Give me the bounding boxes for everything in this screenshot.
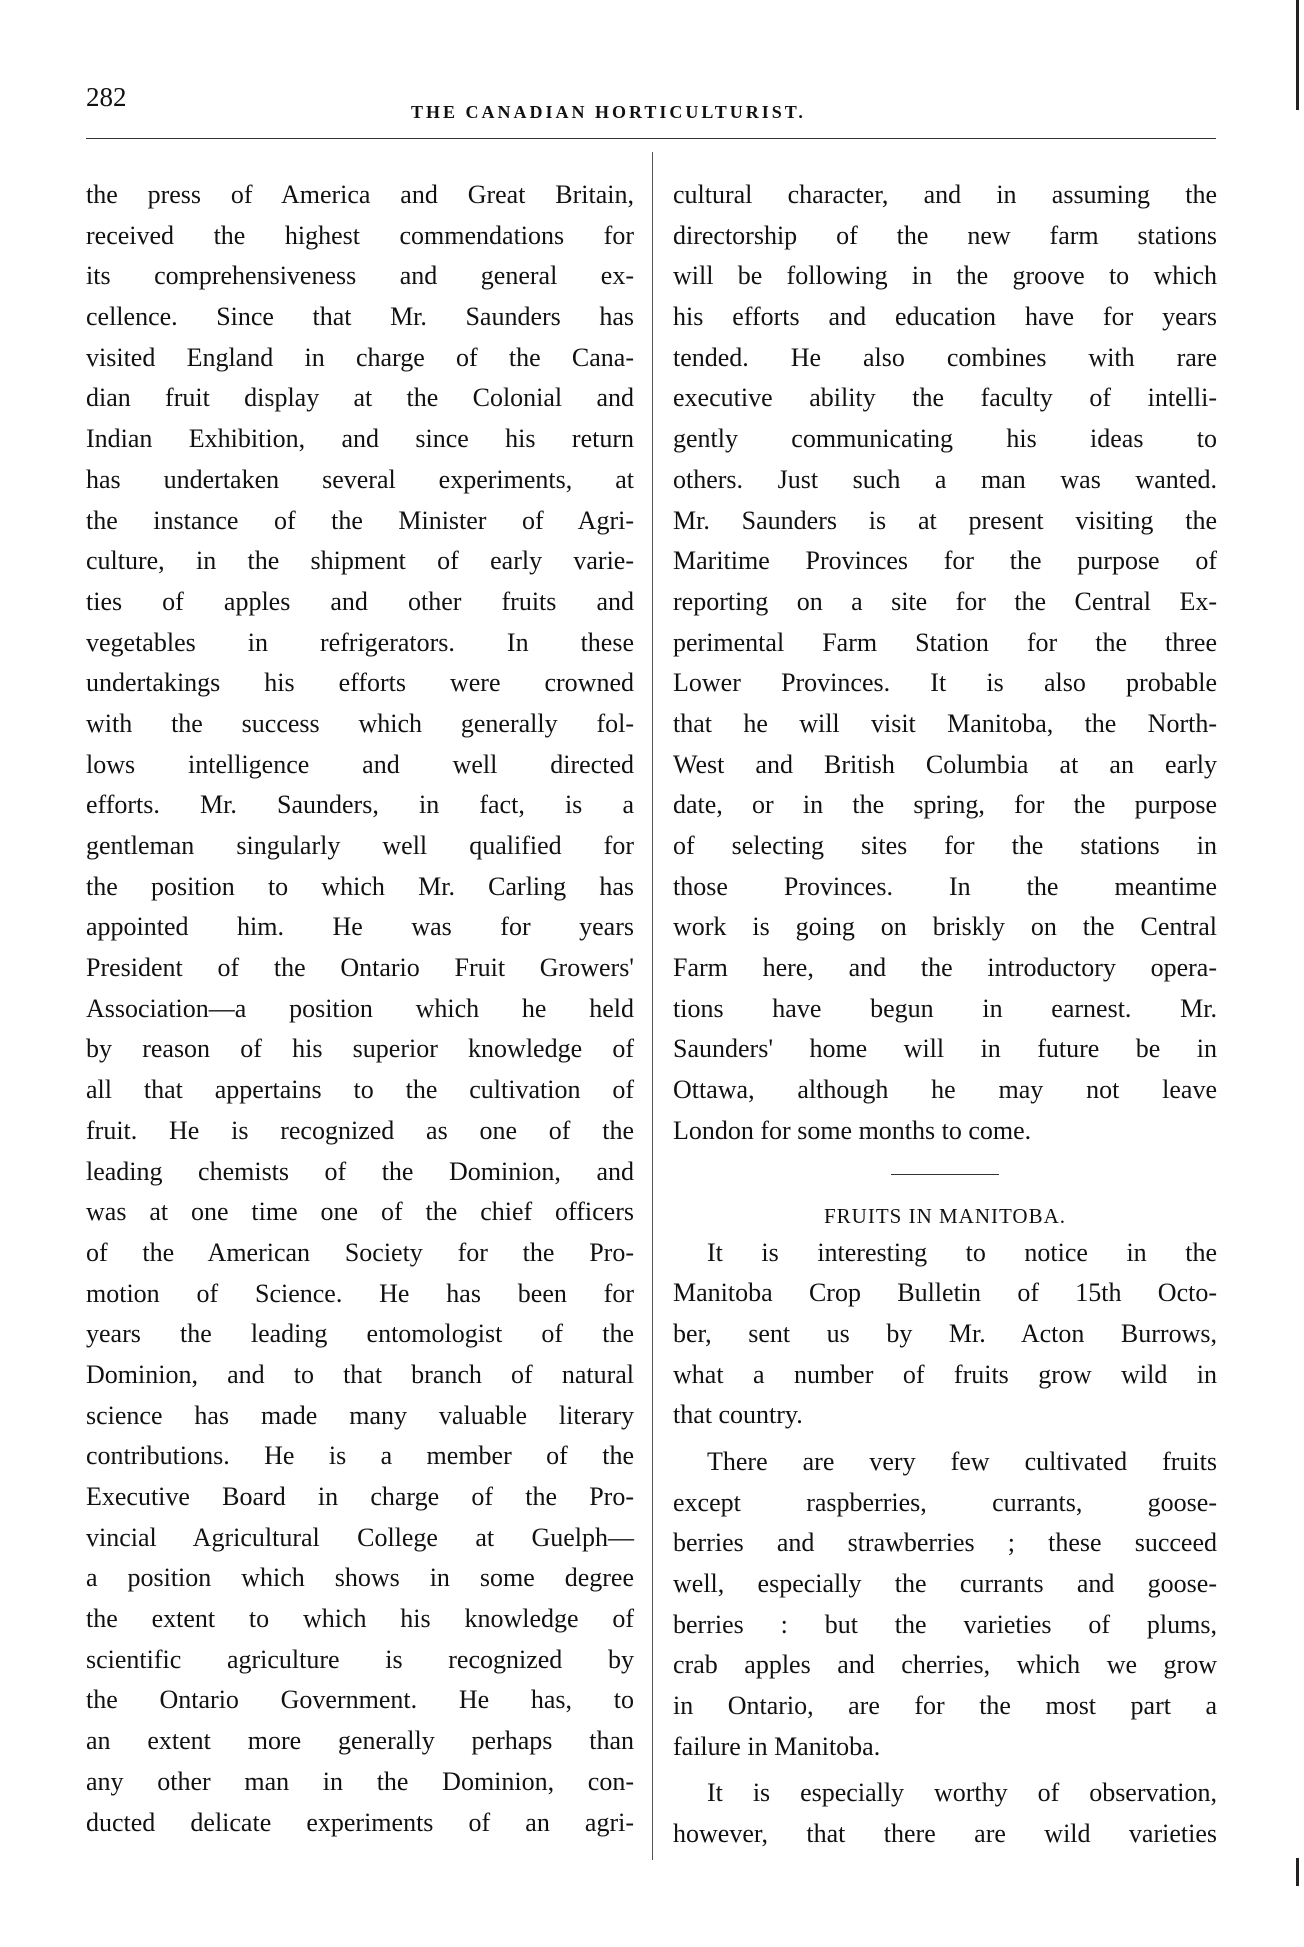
text-line: was at one time one of the chief officers [86,1197,634,1227]
text-line: West and British Columbia at an early [673,749,1217,779]
header-rule [86,138,1216,139]
text-line: Indian Exhibition, and since his return [86,424,634,454]
page-edge-mark-top [1296,0,1299,110]
text-line: of the American Society for the Pro- [86,1237,634,1267]
text-line: tions have begun in earnest. Mr. [673,993,1217,1023]
text-line: the instance of the Minister of Agri- [86,505,634,535]
text-line: undertakings his efforts were crowned [86,668,634,698]
text-line: Executive Board in charge of the Pro- [86,1482,634,1511]
text-line: gently communicating his ideas to [673,424,1217,454]
text-line: of selecting sites for the stations in [673,831,1217,860]
text-line: tended. He also combines with rare [673,342,1217,372]
page-edge-mark-bottom [1296,1858,1299,1886]
text-line: any other man in the Dominion, con- [86,1766,634,1796]
text-line: except raspberries, currants, goose- [673,1487,1217,1517]
text-line: Association—a position which he held [86,993,634,1023]
text-line: leading chemists of the Dominion, and [86,1156,634,1186]
text-line: gentleman singularly well qualified for [86,831,634,860]
text-line: dian fruit display at the Colonial and [86,383,634,413]
text-line: vincial Agricultural College at Guelph— [86,1522,634,1552]
paragraph-continuation [673,175,1217,1152]
text-line: berries and strawberries ; these succeed [673,1528,1217,1558]
text-line: Farm here, and the introductory opera- [673,953,1217,983]
text-line: lows intelligence and well directed [86,749,634,779]
text-line: reporting on a site for the Central Ex- [673,586,1217,616]
text-line: It is interesting to notice in the [707,1237,1217,1267]
text-line: his efforts and education have for years [673,302,1217,332]
text-line: ties of apples and other fruits and [86,586,634,616]
text-line: failure in Manitoba. [673,1731,881,1761]
text-line: its comprehensiveness and general ex- [86,261,634,291]
text-line: ducted delicate experiments of an agri- [86,1807,634,1837]
text-line: fruit. He is recognized as one of the [86,1115,634,1145]
text-line: It is especially worthy of observation, [707,1778,1217,1808]
page-header [86,82,1216,122]
text-line: others. Just such a man was wanted. [673,464,1217,494]
running-title: THE CANADIAN HORTICULTURIST. [411,102,806,122]
section-divider [891,1174,999,1175]
text-line: the position to which Mr. Carling has [86,871,634,901]
left-column [86,175,634,1843]
text-line: an extent more generally perhaps than [86,1726,634,1756]
text-line: appointed him. He was for years [86,912,634,942]
text-line: contributions. He is a member of the [86,1441,634,1471]
text-line: science has made many valuable literary [86,1400,634,1430]
text-line: what a number of fruits grow wild in [673,1359,1217,1389]
text-line: scientific agriculture is recognized by [86,1644,634,1674]
text-line: There are very few cultivated fruits [707,1446,1217,1476]
text-line: all that appertains to the cultivation of [86,1075,634,1105]
page-number: 282 [86,82,127,112]
text-line: vegetables in refrigerators. In these [86,627,634,657]
text-line: those Provinces. In the meantime [673,871,1217,901]
text-line: however, that there are wild varieties [673,1819,1217,1849]
text-line: visited England in charge of the Cana- [86,342,634,372]
text-line: has undertaken several experiments, at [86,464,634,494]
text-line: date, or in the spring, for the purpose [673,790,1217,820]
text-line: cellence. Since that Mr. Saunders has [86,302,634,332]
text-line: perimental Farm Station for the three [673,627,1217,657]
text-line: London for some months to come. [673,1115,1032,1145]
text-line: Saunders' home will in future be in [673,1034,1217,1064]
text-line: Mr. Saunders is at present visiting the [673,505,1217,535]
text-line: will be following in the groove to which [673,261,1217,291]
text-line: cultural character, and in assuming the [673,180,1217,209]
column-divider [652,152,653,1860]
text-line: with the success which generally fol- [86,708,634,738]
text-line: well, especially the currants and goose- [673,1569,1217,1598]
text-line: President of the Ontario Fruit Growers' [86,953,634,983]
text-line: directorship of the new farm stations [673,220,1217,250]
text-line: a position which shows in some degree [86,1563,634,1593]
text-line: the Ontario Government. He has, to [86,1685,634,1715]
text-line: crab apples and cherries, which we grow [673,1650,1217,1680]
text-line: that he will visit Manitoba, the North- [673,708,1217,738]
text-line: years the leading entomologist of the [86,1319,634,1349]
paragraph-wild-varieties [673,1773,1217,1854]
text-line: the press of America and Great Britain, [86,180,634,209]
text-line: Dominion, and to that branch of natural [86,1359,634,1389]
text-line: the extent to which his knowledge of [86,1604,634,1634]
right-column [673,175,1217,1855]
paragraph-cultivated-fruits [673,1442,1217,1768]
text-line: Lower Provinces. It is also probable [673,668,1217,698]
text-line: work is going on briskly on the Central [673,912,1217,942]
text-line: Ottawa, although he may not leave [673,1075,1217,1105]
text-line: in Ontario, are for the most part a [673,1691,1217,1721]
text-line: efforts. Mr. Saunders, in fact, is a [86,790,634,820]
text-line: received the highest commendations for [86,220,634,250]
text-line: Maritime Provinces for the purpose of [673,546,1217,576]
text-line: culture, in the shipment of early varie- [86,546,634,576]
section-heading: FRUITS IN MANITOBA. [823,1203,1067,1228]
text-line: motion of Science. He has been for [86,1278,634,1308]
text-line: Manitoba Crop Bulletin of 15th Octo- [673,1278,1217,1308]
text-line: berries : but the varieties of plums, [673,1609,1217,1639]
text-line: ber, sent us by Mr. Acton Burrows, [673,1318,1217,1348]
text-line: by reason of his superior knowledge of [86,1034,634,1064]
text-line: that country. [673,1400,803,1430]
text-line: executive ability the faculty of intelli- [673,383,1217,413]
paragraph-bulletin [673,1233,1217,1436]
